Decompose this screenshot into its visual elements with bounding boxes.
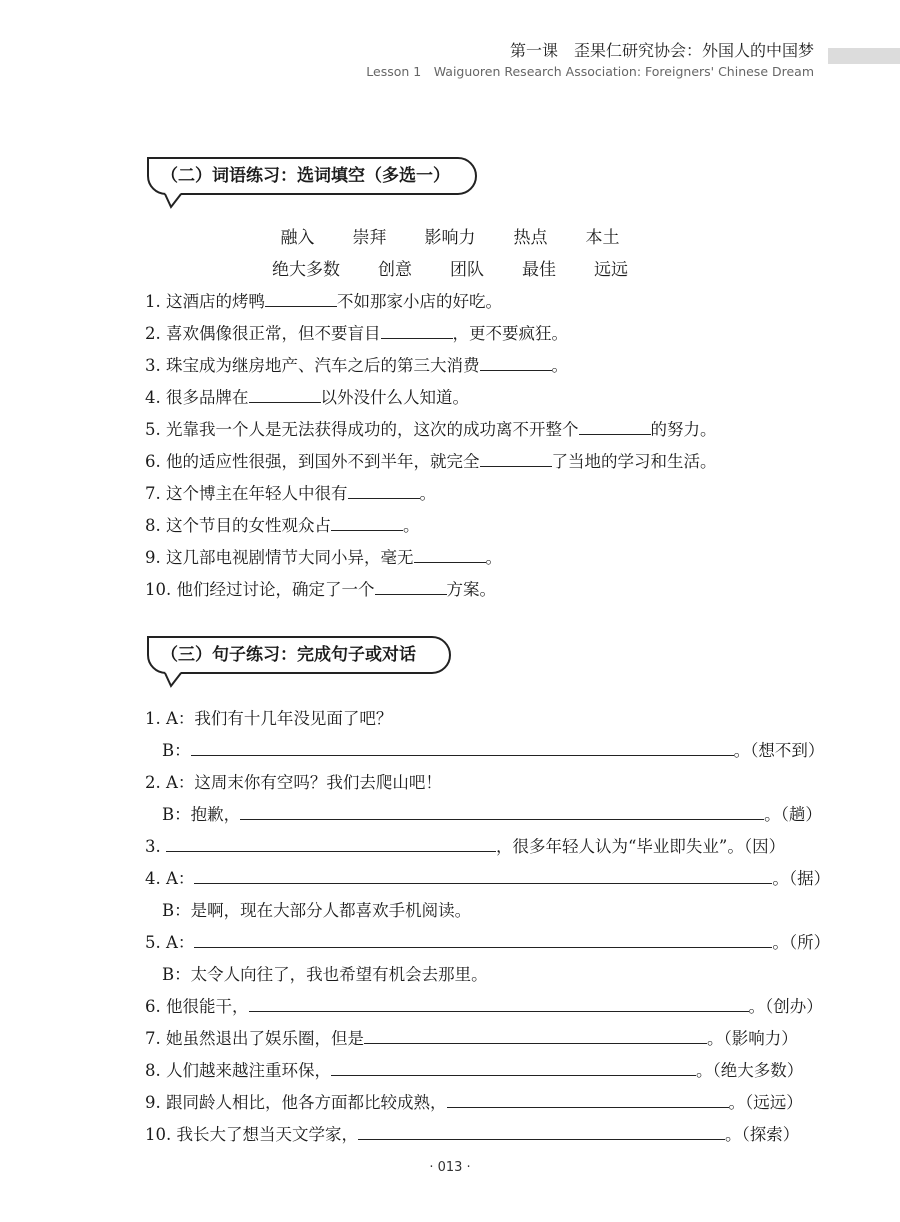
- answer-blank[interactable]: [480, 450, 552, 467]
- item-text: 的努力。: [650, 420, 717, 439]
- sentence-8: [145, 1057, 803, 1081]
- item-text: 。: [551, 356, 568, 375]
- item-text: 1. A：我们有十几年没见面了吧？: [145, 709, 393, 728]
- item-text: 4. A：: [145, 869, 195, 888]
- item-text: 。: [403, 516, 420, 535]
- fill-blank-item-10: [145, 576, 496, 600]
- answer-blank[interactable]: [265, 290, 337, 307]
- speech-tail-icon: [163, 672, 185, 688]
- answer-blank[interactable]: [358, 1123, 725, 1140]
- hint-word: ，很多年轻人认为“毕业即失业”。（因）: [496, 837, 786, 856]
- answer-blank[interactable]: [480, 354, 552, 371]
- fill-blank-item-3: [145, 352, 568, 376]
- header-tab-bar: [828, 48, 900, 64]
- fill-blank-item-6: [145, 448, 717, 472]
- item-text: 9. 跟同龄人相比，他各方面都比较成熟，: [145, 1093, 447, 1112]
- dialogue-4-a: [145, 865, 830, 889]
- word-bank-item: 本土: [585, 228, 620, 248]
- dialogue-1-a: [145, 705, 392, 729]
- word-bank-item: 热点: [513, 228, 548, 248]
- word-bank-item: 绝大多数: [272, 260, 340, 280]
- dialogue-5-b: [162, 961, 488, 985]
- hint-word: 。（据）: [772, 869, 831, 888]
- word-bank-item: 融入: [280, 228, 315, 248]
- lesson-subtitle: Lesson 1 Waiguoren Research Association: Foreigners' Chinese Dream: [366, 64, 814, 79]
- answer-blank[interactable]: [414, 546, 486, 563]
- answer-blank[interactable]: [240, 803, 764, 820]
- hint-word: 。（远远）: [728, 1093, 803, 1112]
- answer-blank[interactable]: [348, 482, 420, 499]
- item-text: 。: [485, 548, 502, 567]
- item-text: 。: [419, 484, 436, 503]
- fill-blank-item-5: [145, 416, 717, 440]
- answer-blank[interactable]: [249, 386, 321, 403]
- sentence-10: [145, 1121, 799, 1145]
- item-text: 3.: [145, 837, 166, 856]
- hint-word: 。（所）: [772, 933, 831, 952]
- fill-blank-item-4: [145, 384, 469, 408]
- answer-blank[interactable]: [331, 1059, 696, 1076]
- item-text: 2. A：这周末你有空吗？我们去爬山吧！: [145, 773, 442, 792]
- word-bank-item: 影响力: [424, 228, 476, 248]
- hint-word: 。（影响力）: [707, 1029, 798, 1048]
- fill-blank-item-9: [145, 544, 502, 568]
- item-text: B：: [162, 741, 191, 760]
- item-text: B：是啊，现在大部分人都喜欢手机阅读。: [162, 901, 472, 920]
- lesson-title: 第一课 歪果仁研究协会：外国人的中国梦: [509, 41, 814, 60]
- fill-blank-item-2: [145, 320, 568, 344]
- sentence-7: [145, 1025, 798, 1049]
- hint-word: 。（创办）: [748, 997, 823, 1016]
- item-text: 8. 这个节目的女性观众占: [145, 516, 331, 535]
- answer-blank[interactable]: [375, 578, 447, 595]
- sentence-3: [145, 833, 785, 857]
- speech-tail-icon: [163, 193, 185, 209]
- section2-heading-text: （二）词语练习：选词填空（多选一）: [161, 166, 450, 186]
- section3-heading-text: （三）句子练习：完成句子或对话: [161, 645, 416, 665]
- item-text: 6. 他很能干，: [145, 997, 249, 1016]
- dialogue-2-b: [162, 801, 822, 825]
- answer-blank[interactable]: [331, 514, 403, 531]
- item-text: 6. 他的适应性很强，到国外不到半年，就完全: [145, 452, 480, 471]
- item-text: 7. 这个博主在年轻人中很有: [145, 484, 348, 503]
- fill-blank-item-7: [145, 480, 436, 504]
- word-bank-item: 崇拜: [352, 228, 387, 248]
- item-text: 方案。: [446, 580, 496, 599]
- item-text: 以外没什么人知道。: [320, 388, 469, 407]
- word-bank-row-1: [0, 223, 900, 248]
- hint-word: 。（绝大多数）: [696, 1061, 804, 1080]
- answer-blank[interactable]: [579, 418, 651, 435]
- item-text: 2. 喜欢偶像很正常，但不要盲目: [145, 324, 381, 343]
- sentence-9: [145, 1089, 803, 1113]
- item-text: B：太令人向往了，我也希望有机会去那里。: [162, 965, 488, 984]
- item-text: 5. 光靠我一个人是无法获得成功的，这次的成功离不开整个: [145, 420, 579, 439]
- item-text: 9. 这几部电视剧情节大同小异，毫无: [145, 548, 414, 567]
- hint-word: 。（探索）: [725, 1125, 800, 1144]
- dialogue-5-a: [145, 929, 830, 953]
- item-text: 了当地的学习和生活。: [551, 452, 717, 471]
- item-text: 7. 她虽然退出了娱乐圈，但是: [145, 1029, 364, 1048]
- fill-blank-item-8: [145, 512, 420, 536]
- hint-word: 。（趟）: [764, 805, 822, 824]
- word-bank-item: 创意: [378, 260, 412, 280]
- answer-blank[interactable]: [191, 739, 734, 756]
- word-bank-item: 最佳: [522, 260, 556, 280]
- section3-heading: [147, 636, 451, 674]
- answer-blank[interactable]: [364, 1027, 707, 1044]
- item-text: 10. 他们经过讨论，确定了一个: [145, 580, 375, 599]
- answer-blank[interactable]: [194, 931, 772, 948]
- item-text: ，更不要疯狂。: [452, 324, 568, 343]
- dialogue-1-b: [162, 737, 824, 761]
- word-bank-item: 远远: [594, 260, 628, 280]
- fill-blank-item-1: [145, 288, 502, 312]
- dialogue-2-a: [145, 769, 442, 793]
- sentence-6: [145, 993, 823, 1017]
- item-text: 3. 珠宝成为继房地产、汽车之后的第三大消费: [145, 356, 480, 375]
- item-text: B：抱歉，: [162, 805, 241, 824]
- section2-heading: [147, 157, 477, 195]
- answer-blank[interactable]: [447, 1091, 729, 1108]
- word-bank-item: 团队: [450, 260, 484, 280]
- item-text: 10. 我长大了想当天文学家，: [145, 1125, 358, 1144]
- hint-word: 。（想不到）: [733, 741, 825, 760]
- page-number: · 013 ·: [429, 1160, 471, 1175]
- word-bank-row-2: [0, 255, 900, 280]
- dialogue-4-b: [162, 897, 471, 921]
- answer-blank[interactable]: [166, 835, 496, 852]
- answer-blank[interactable]: [194, 867, 772, 884]
- item-text: 5. A：: [145, 933, 195, 952]
- answer-blank[interactable]: [381, 322, 453, 339]
- item-text: 不如那家小店的好吃。: [337, 292, 502, 311]
- item-text: 8. 人们越来越注重环保，: [145, 1061, 331, 1080]
- answer-blank[interactable]: [249, 995, 749, 1012]
- item-text: 4. 很多品牌在: [145, 388, 249, 407]
- item-text: 1. 这酒店的烤鸭: [145, 292, 265, 311]
